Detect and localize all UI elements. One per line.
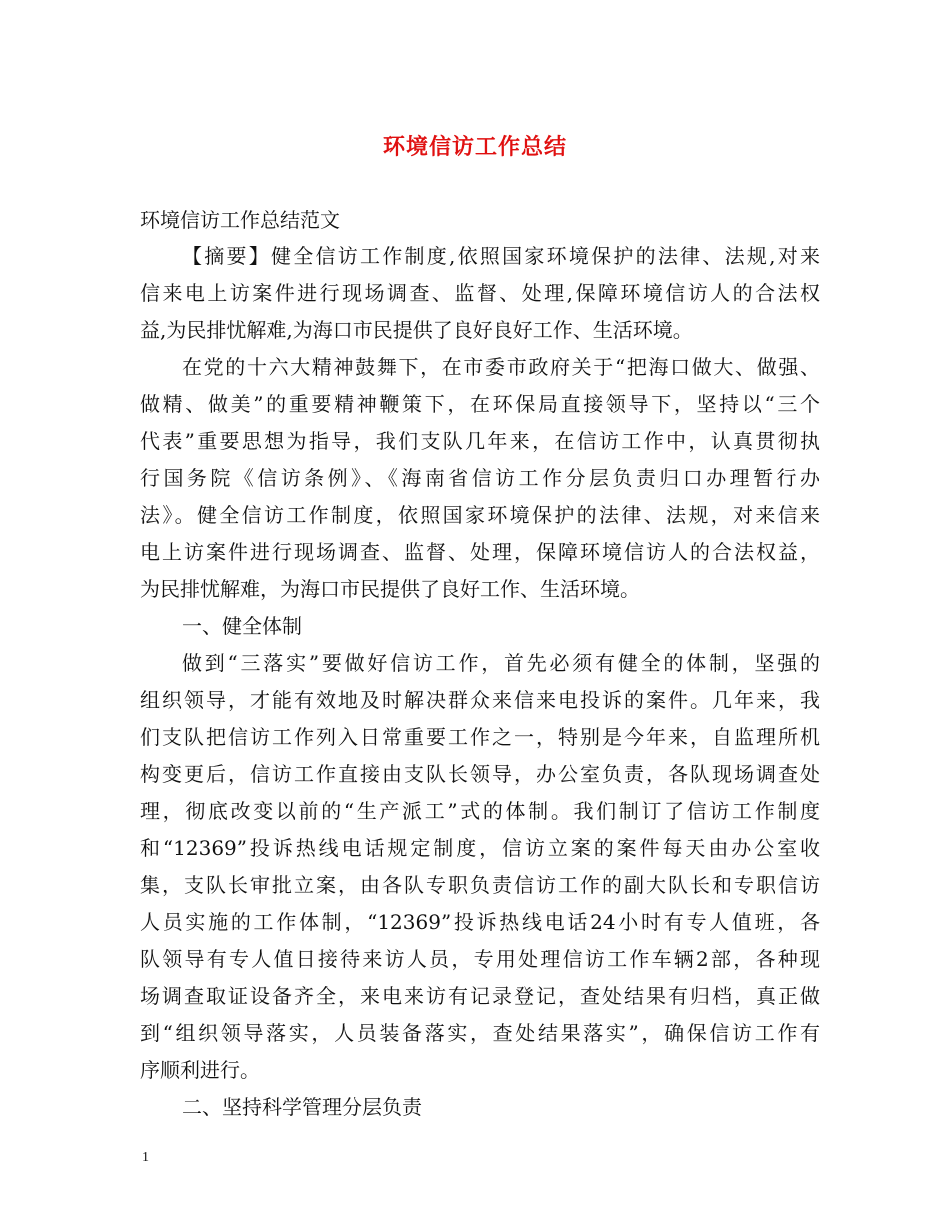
paragraph-line: 益,为民排忧解难,为海口市民提供了良好良好工作、生活环境。 [140, 318, 693, 342]
paragraph-line: 到“组织领导落实，人员装备落实，查处结果落实”，确保信访工作有 [140, 1021, 820, 1045]
paragraph-line: 电上访案件进行现场调查、监督、处理，保障环境信访人的合法权益， [140, 540, 820, 564]
section-heading: 二、坚持科学管理分层负责 [182, 1095, 422, 1119]
paragraph-line: 队领导有专人值日接待来访人员，专用处理信访工作车辆2部，各种现 [140, 947, 820, 971]
paragraph-line: 们支队把信访工作列入日常重要工作之一，特别是今年来，自监理所机 [140, 725, 820, 749]
paragraph-line: 在党的十六大精神鼓舞下，在市委市政府关于“把海口做大、做强、 [182, 355, 820, 379]
page-number: 1 [142, 1150, 149, 1165]
paragraph-line: 信来电上访案件进行现场调查、监督、处理,保障环境信访人的合法权 [140, 281, 820, 305]
paragraph-line: 构变更后，信访工作直接由支队长领导，办公室负责，各队现场调查处 [140, 762, 820, 786]
paragraph-line: 做到“三落实”要做好信访工作，首先必须有健全的体制，坚强的 [182, 651, 820, 675]
paragraph-line: 为民排忧解难，为海口市民提供了良好工作、生活环境。 [140, 577, 640, 601]
paragraph-line: 法》。健全信访工作制度，依照国家环境保护的法律、法规，对来信来 [140, 503, 820, 527]
paragraph-line: 【摘要】健全信访工作制度,依照国家环境保护的法律、法规,对来 [182, 244, 820, 268]
paragraph-line: 理，彻底改变以前的“生产派工”式的体制。我们制订了信访工作制度 [140, 799, 820, 823]
paragraph-line: 行国务院《信访条例》、《海南省信访工作分层负责归口办理暂行办 [140, 466, 820, 490]
paragraph-line: 和“12369”投诉热线电话规定制度，信访立案的案件每天由办公室收 [140, 836, 820, 860]
paragraph-line: 代表”重要思想为指导，我们支队几年来，在信访工作中，认真贯彻执 [140, 429, 820, 453]
paragraph-line: 序顺利进行。 [140, 1058, 260, 1082]
document-subtitle: 环境信访工作总结范文 [140, 208, 340, 232]
paragraph-line: 组织领导，才能有效地及时解决群众来信来电投诉的案件。几年来，我 [140, 688, 820, 712]
section-heading: 一、健全体制 [182, 614, 302, 638]
paragraph-line: 集，支队长审批立案，由各队专职负责信访工作的副大队长和专职信访 [140, 873, 820, 897]
paragraph-line: 人员实施的工作体制，“12369”投诉热线电话24小时有专人值班，各 [140, 910, 820, 934]
paragraph-line: 场调查取证设备齐全，来电来访有记录登记，查处结果有归档，真正做 [140, 984, 820, 1008]
paragraph-line: 做精、做美”的重要精神鞭策下，在环保局直接领导下，坚持以“三个 [140, 392, 820, 416]
document-title: 环境信访工作总结 [382, 134, 567, 160]
